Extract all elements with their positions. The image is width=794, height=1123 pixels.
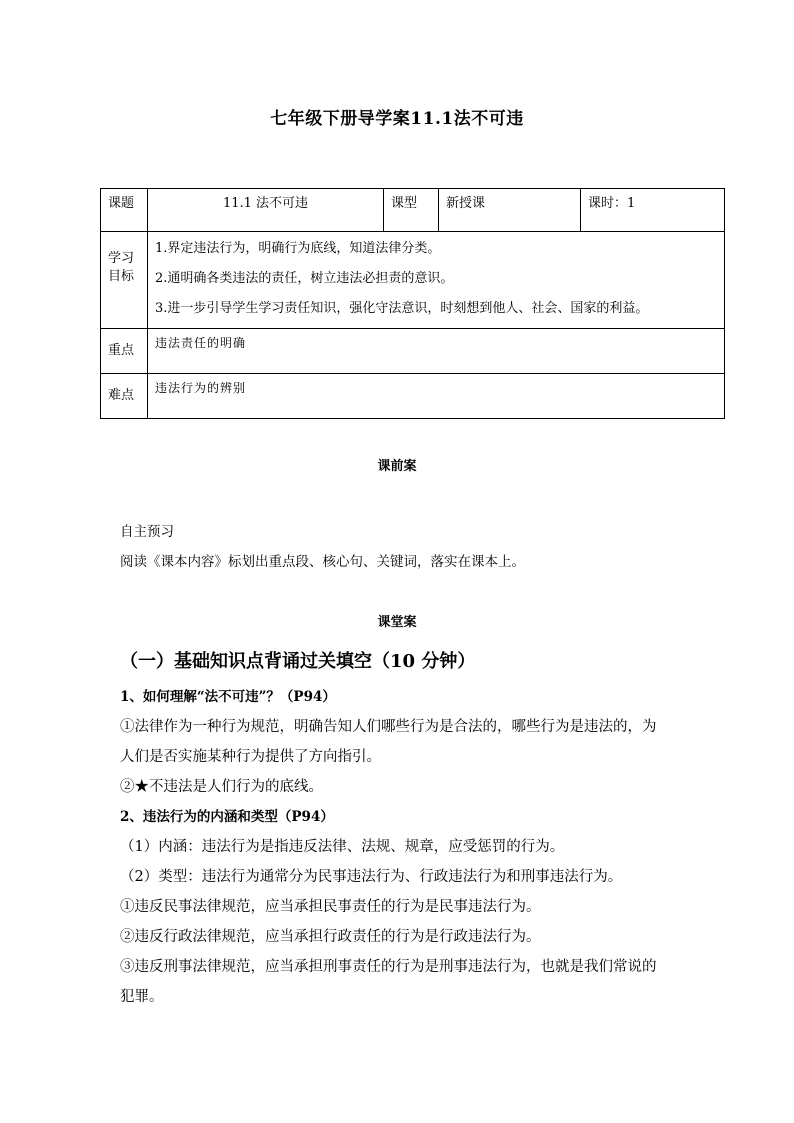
- lesson-info-table: [100, 188, 725, 419]
- answer-line: ②违反行政法律规范，应当承担行政责任的行为是行政违法行为。: [120, 929, 541, 945]
- goals-label-line-1: 学习: [108, 251, 135, 266]
- answer-line: ①法律作为一种行为规范，明确告知人们哪些行为是合法的，哪些行为是违法的，为: [120, 719, 657, 735]
- difficulty-label: 难点: [101, 374, 148, 419]
- answer-line: ③违反刑事法律规范，应当承担刑事责任的行为是刑事违法行为，也就是我们常说的: [120, 959, 657, 975]
- table-row: [101, 329, 725, 374]
- goals-content: [148, 232, 725, 329]
- hours-value: 课时：1: [581, 189, 725, 232]
- answer-line: ②★不违法是人们行为的底线。: [120, 779, 323, 795]
- answer-line: ①违反民事法律规范，应当承担民事责任的行为是民事违法行为。: [120, 899, 541, 915]
- pre-class-heading: 课前案: [377, 459, 417, 474]
- document-title: 七年级下册导学案11.1法不可违: [270, 109, 524, 129]
- type-label: 课型: [384, 189, 439, 232]
- goal-item: 3.进一步引导学生学习责任知识，强化守法意识，时刻想到他人、社会、国家的利益。: [155, 301, 649, 317]
- difficulty-value: 违法行为的辨别: [148, 374, 725, 419]
- question-heading: 1、如何理解“法不可违”？（P94）: [120, 689, 336, 705]
- answer-line: 人们是否实施某种行为提供了方向指引。: [120, 749, 381, 765]
- goals-label-line-2: 目标: [108, 269, 135, 285]
- question-heading: 2、违法行为的内涵和类型（P94）: [120, 809, 334, 825]
- topic-value: 11.1 法不可违: [148, 189, 384, 232]
- content-body: [120, 682, 690, 1012]
- answer-line: 犯罪。: [120, 989, 164, 1005]
- key-point-value: 违法责任的明确: [148, 329, 725, 374]
- self-study-label: 自主预习: [120, 524, 174, 540]
- answer-line: （1）内涵：违法行为是指违反法律、法规、规章，应受惩罚的行为。: [120, 839, 565, 855]
- type-value: 新授课: [439, 189, 581, 232]
- goal-item: 1.界定违法行为，明确行为底线，知道法律分类。: [155, 241, 441, 256]
- in-class-heading: 课堂案: [377, 615, 417, 630]
- table-row: [101, 189, 725, 232]
- answer-line: （2）类型：违法行为通常分为民事违法行为、行政违法行为和刑事违法行为。: [120, 869, 623, 885]
- goals-label: [101, 232, 148, 329]
- pre-class-instruction: 阅读《课本内容》标划出重点段、核心句、关键词，落实在课本上。: [120, 554, 525, 570]
- key-point-label: 重点: [101, 329, 148, 374]
- topic-label: 课题: [101, 189, 148, 232]
- table-row: [101, 232, 725, 329]
- goal-item: 2.通明确各类违法的责任，树立违法必担责的意识。: [155, 271, 454, 287]
- table-row: [101, 374, 725, 419]
- section-heading: （一）基础知识点背诵过关填空（10 分钟）: [120, 651, 476, 672]
